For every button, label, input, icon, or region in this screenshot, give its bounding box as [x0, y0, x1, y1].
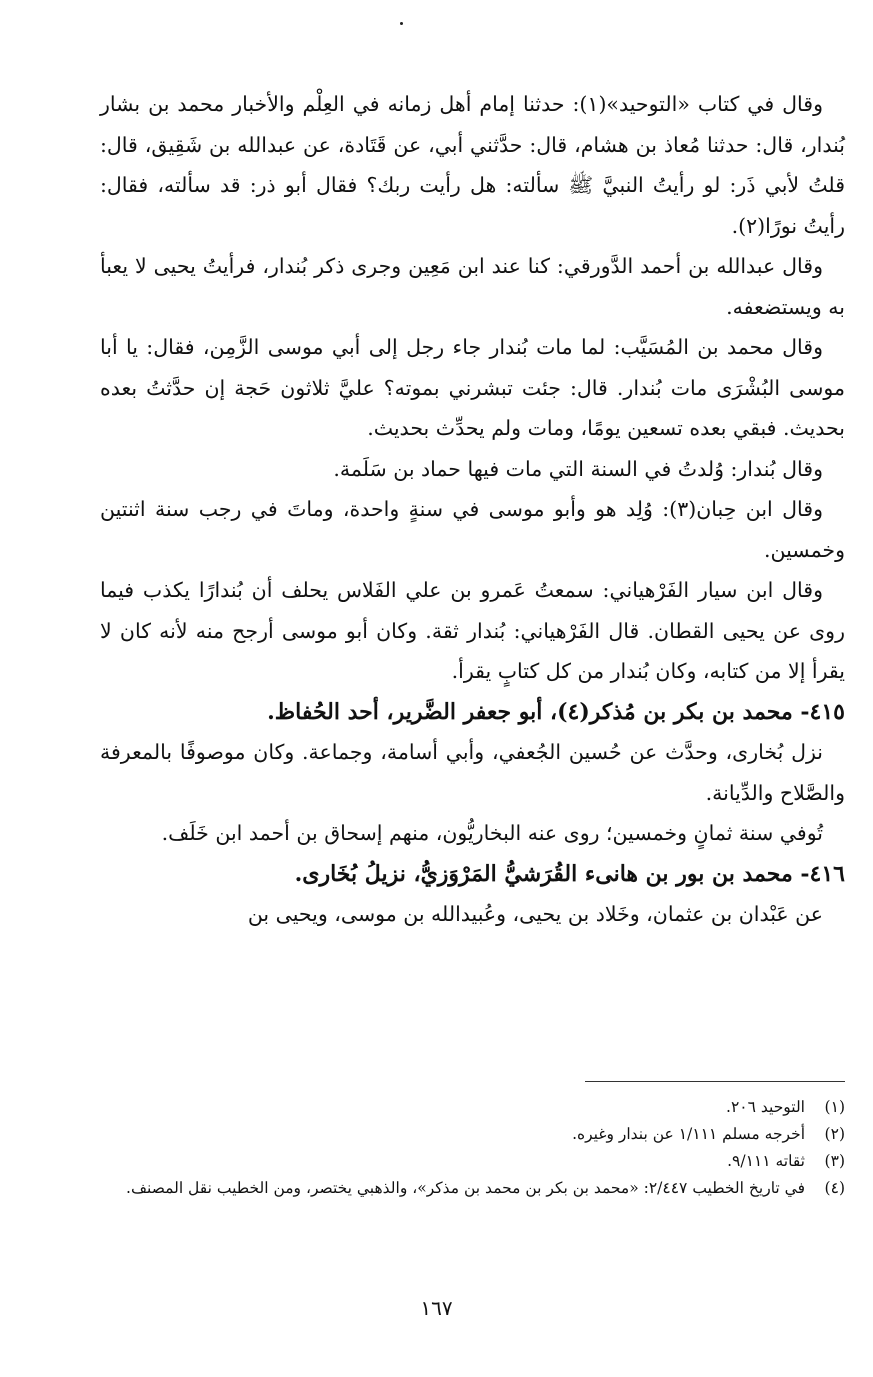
paragraph-9: عن عَبْدان بن عثمان، وخَلاد بن يحيى، وعُبيدالله بن موسى، ويحيى بن: [247, 902, 823, 926]
print-dot: [400, 22, 403, 25]
footnote-3: [100, 1148, 845, 1175]
footnote-2: [100, 1121, 845, 1148]
footnote-divider: [585, 1081, 845, 1082]
paragraph-5: وقال ابن حِبان(٣): وُلِد هو وأبو موسى في سنةٍ واحدة، وماتَ في رجب سنة اثنتين وخمسين.: [100, 497, 845, 562]
footnote-number: (٢): [824, 1125, 845, 1143]
footnote-number: (٤): [824, 1179, 845, 1197]
footnote-text: أخرجه مسلم ١/١١١ عن بندار وغيره.: [572, 1125, 805, 1143]
entry-heading-415: ٤١٥- محمد بن بكر بن مُذكر(٤)، أبو جعفر الضَّرير، أحد الحُفاظ.: [267, 698, 845, 725]
paragraph-3: وقال محمد بن المُسَيَّب: لما مات بُندار جاء رجل إلى أبي موسى الزَّمِن، فقال: يا أبا موسى البُشْرَى مات بُندار. قال: جئت تبشرني بموته؟ عليَّ ثلاثون حَجة إن حدَّثتُ بعده بحديث. فبقي بعده تسعين يومًا، ومات ولم يحدِّث بحديث.: [100, 335, 845, 440]
paragraph-1: وقال في كتاب «التوحيد»(١): حدثنا إمام أهل زمانه في العِلْم والأخبار محمد بن بشار بُندار، قال: حدثنا مُعاذ بن هشام، قال: حدَّثني أبي، عن قَتَادة، عن عبدالله بن شَقِيق، قال: قلتُ لأبي ذَر: لو رأيتُ النبيَّ ﷺ سألته: هل رأيت ربك؟ فقال أبو ذر: قد سألته، فقال: رأيتُ نورًا(٢).: [100, 92, 845, 238]
paragraph-8: تُوفي سنة ثمانٍ وخمسين؛ روى عنه البخاريُّون، منهم إسحاق بن أحمد ابن خَلَف.: [161, 821, 823, 845]
footnote-number: (١): [824, 1098, 845, 1116]
footnotes: [100, 1094, 845, 1202]
footnote-text: التوحيد ٢٠٦.: [726, 1098, 805, 1116]
entry-heading-416: ٤١٦- محمد بن بور بن هانىء القُرَشيُّ المَرْوَزيُّ، نزيلُ بُخَارى.: [294, 860, 845, 887]
paragraph-4: وقال بُندار: وُلدتُ في السنة التي مات فيها حماد بن سَلَمة.: [333, 456, 823, 481]
footnote-text: في تاريخ الخطيب ٢/٤٤٧: «محمد بن بكر بن محمد بن مذكر»، والذهبي يختصر، ومن الخطيب نقل المصنف.: [126, 1179, 805, 1197]
footnote-1: [100, 1094, 845, 1121]
footnote-4: [100, 1175, 845, 1202]
page-number: ١٦٧: [420, 1296, 453, 1320]
main-text: [100, 84, 845, 935]
paragraph-7: نزل بُخارى، وحدَّث عن حُسين الجُعفي، وأبي أسامة، وجماعة. وكان موصوفًا بالمعرفة والصَّلاح والدِّيانة.: [100, 740, 845, 805]
footnote-text: ثقاته ٩/١١١.: [727, 1152, 805, 1170]
footnote-number: (٣): [824, 1152, 845, 1170]
paragraph-2: وقال عبدالله بن أحمد الدَّورقي: كنا عند ابن مَعِين وجرى ذكر بُندار، فرأيتُ يحيى لا يعبأ به ويستضعفه.: [100, 254, 845, 319]
paragraph-6: وقال ابن سيار الفَرْهياني: سمعتُ عَمرو بن علي الفَلاس يحلف أن بُندارًا يكذب فيما روى عن يحيى القطان. قال الفَرْهياني: بُندار ثقة. وكان أبو موسى أرجح منه لأنه كان لا يقرأ إلا من كتابه، وكان بُندار من كل كتابٍ يقرأ.: [100, 578, 845, 683]
